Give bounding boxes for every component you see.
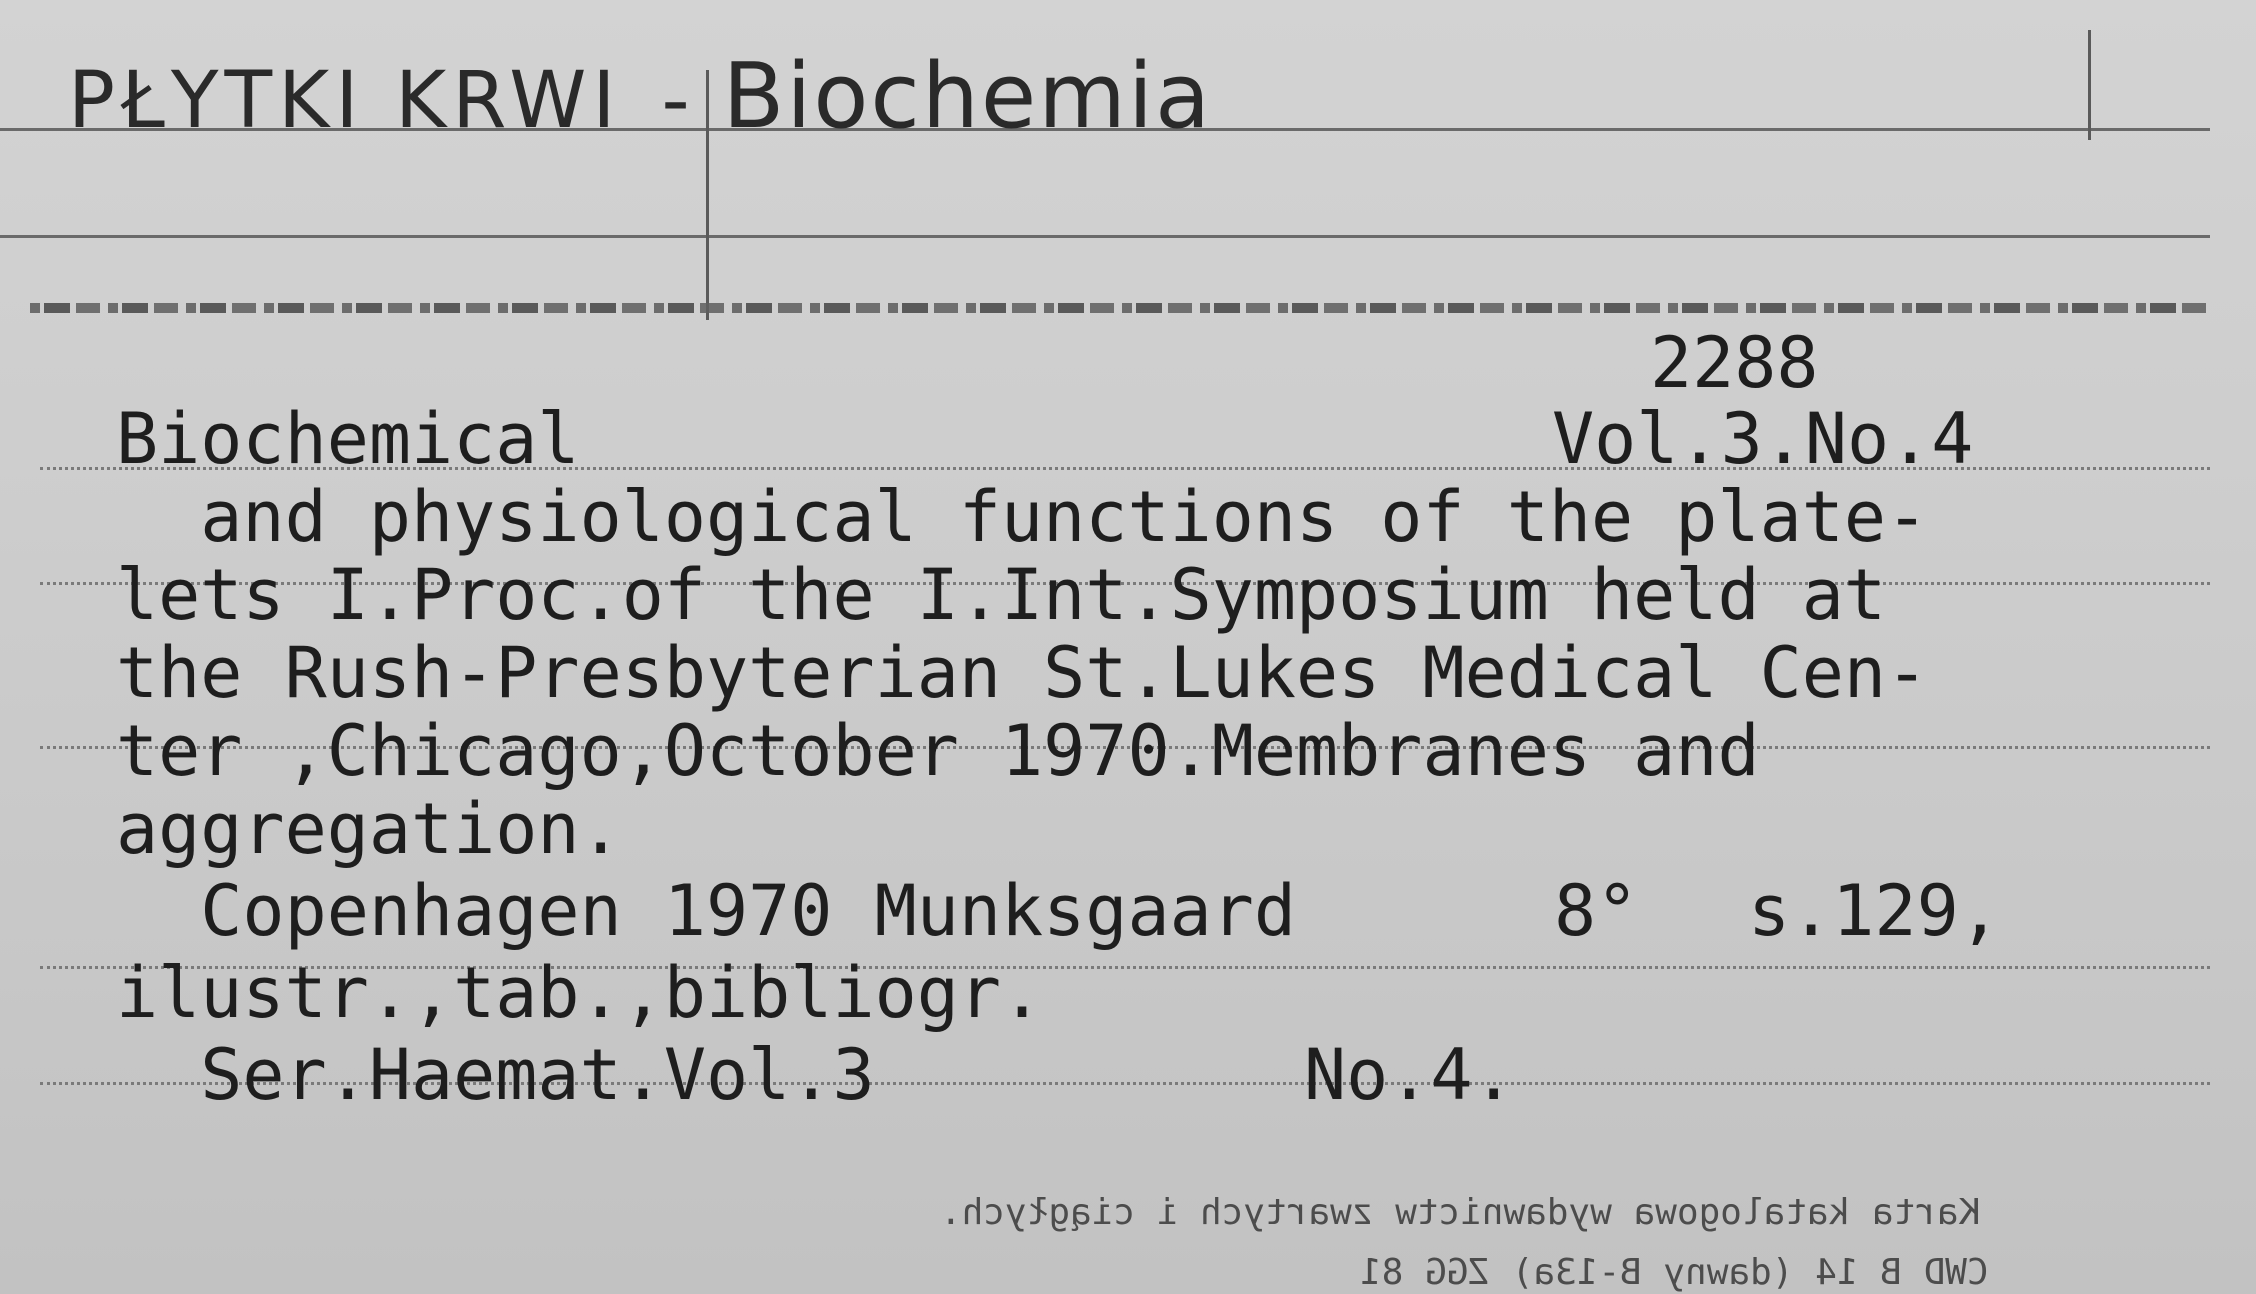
subject-heading: [68, 44, 1212, 149]
series-number: No.4.: [1304, 1034, 1515, 1116]
body-line-4: ter ,Chicago,October 1970.Membranes and: [116, 710, 1760, 792]
call-number: 2288: [1650, 322, 1819, 404]
imprint-publisher: Copenhagen 1970 Munksgaard: [116, 870, 1297, 952]
subject-heading-subdivision: Biochemia: [722, 44, 1213, 149]
right-margin-line: [2088, 30, 2091, 140]
card-form-print-line-2: CWD B 14 (dawny B-13a) ZGG 81: [1360, 1252, 1989, 1293]
imprint-pages: s.129,: [1748, 870, 2001, 952]
subject-heading-main: PŁYTKI KRWI: [68, 56, 622, 146]
volume-number: Vol.3.No.4: [1552, 398, 1974, 480]
body-line-2: lets I.Proc.of the I.Int.Symposium held at: [116, 554, 1887, 636]
illustrations-note: ilustr.,tab.,bibliogr.: [116, 952, 1044, 1034]
body-line-1: and physiological functions of the plate-: [116, 476, 1929, 558]
title-lead: Biochemical: [116, 398, 580, 480]
body-line-3: the Rush-Presbyterian St.Lukes Medical Cen-: [116, 632, 1929, 714]
second-rule: [0, 235, 2210, 238]
body-line-5: aggregation.: [116, 788, 622, 870]
card-form-print-line-1: Karta katalogowa wydawnictw zwartych i ciągłych.: [940, 1192, 1981, 1233]
imprint-format: 8°: [1554, 870, 1639, 952]
perforation-strip: [30, 303, 2210, 313]
series-name: Ser.Haemat.Vol.3: [116, 1034, 875, 1116]
subject-heading-separator: -: [661, 56, 693, 146]
